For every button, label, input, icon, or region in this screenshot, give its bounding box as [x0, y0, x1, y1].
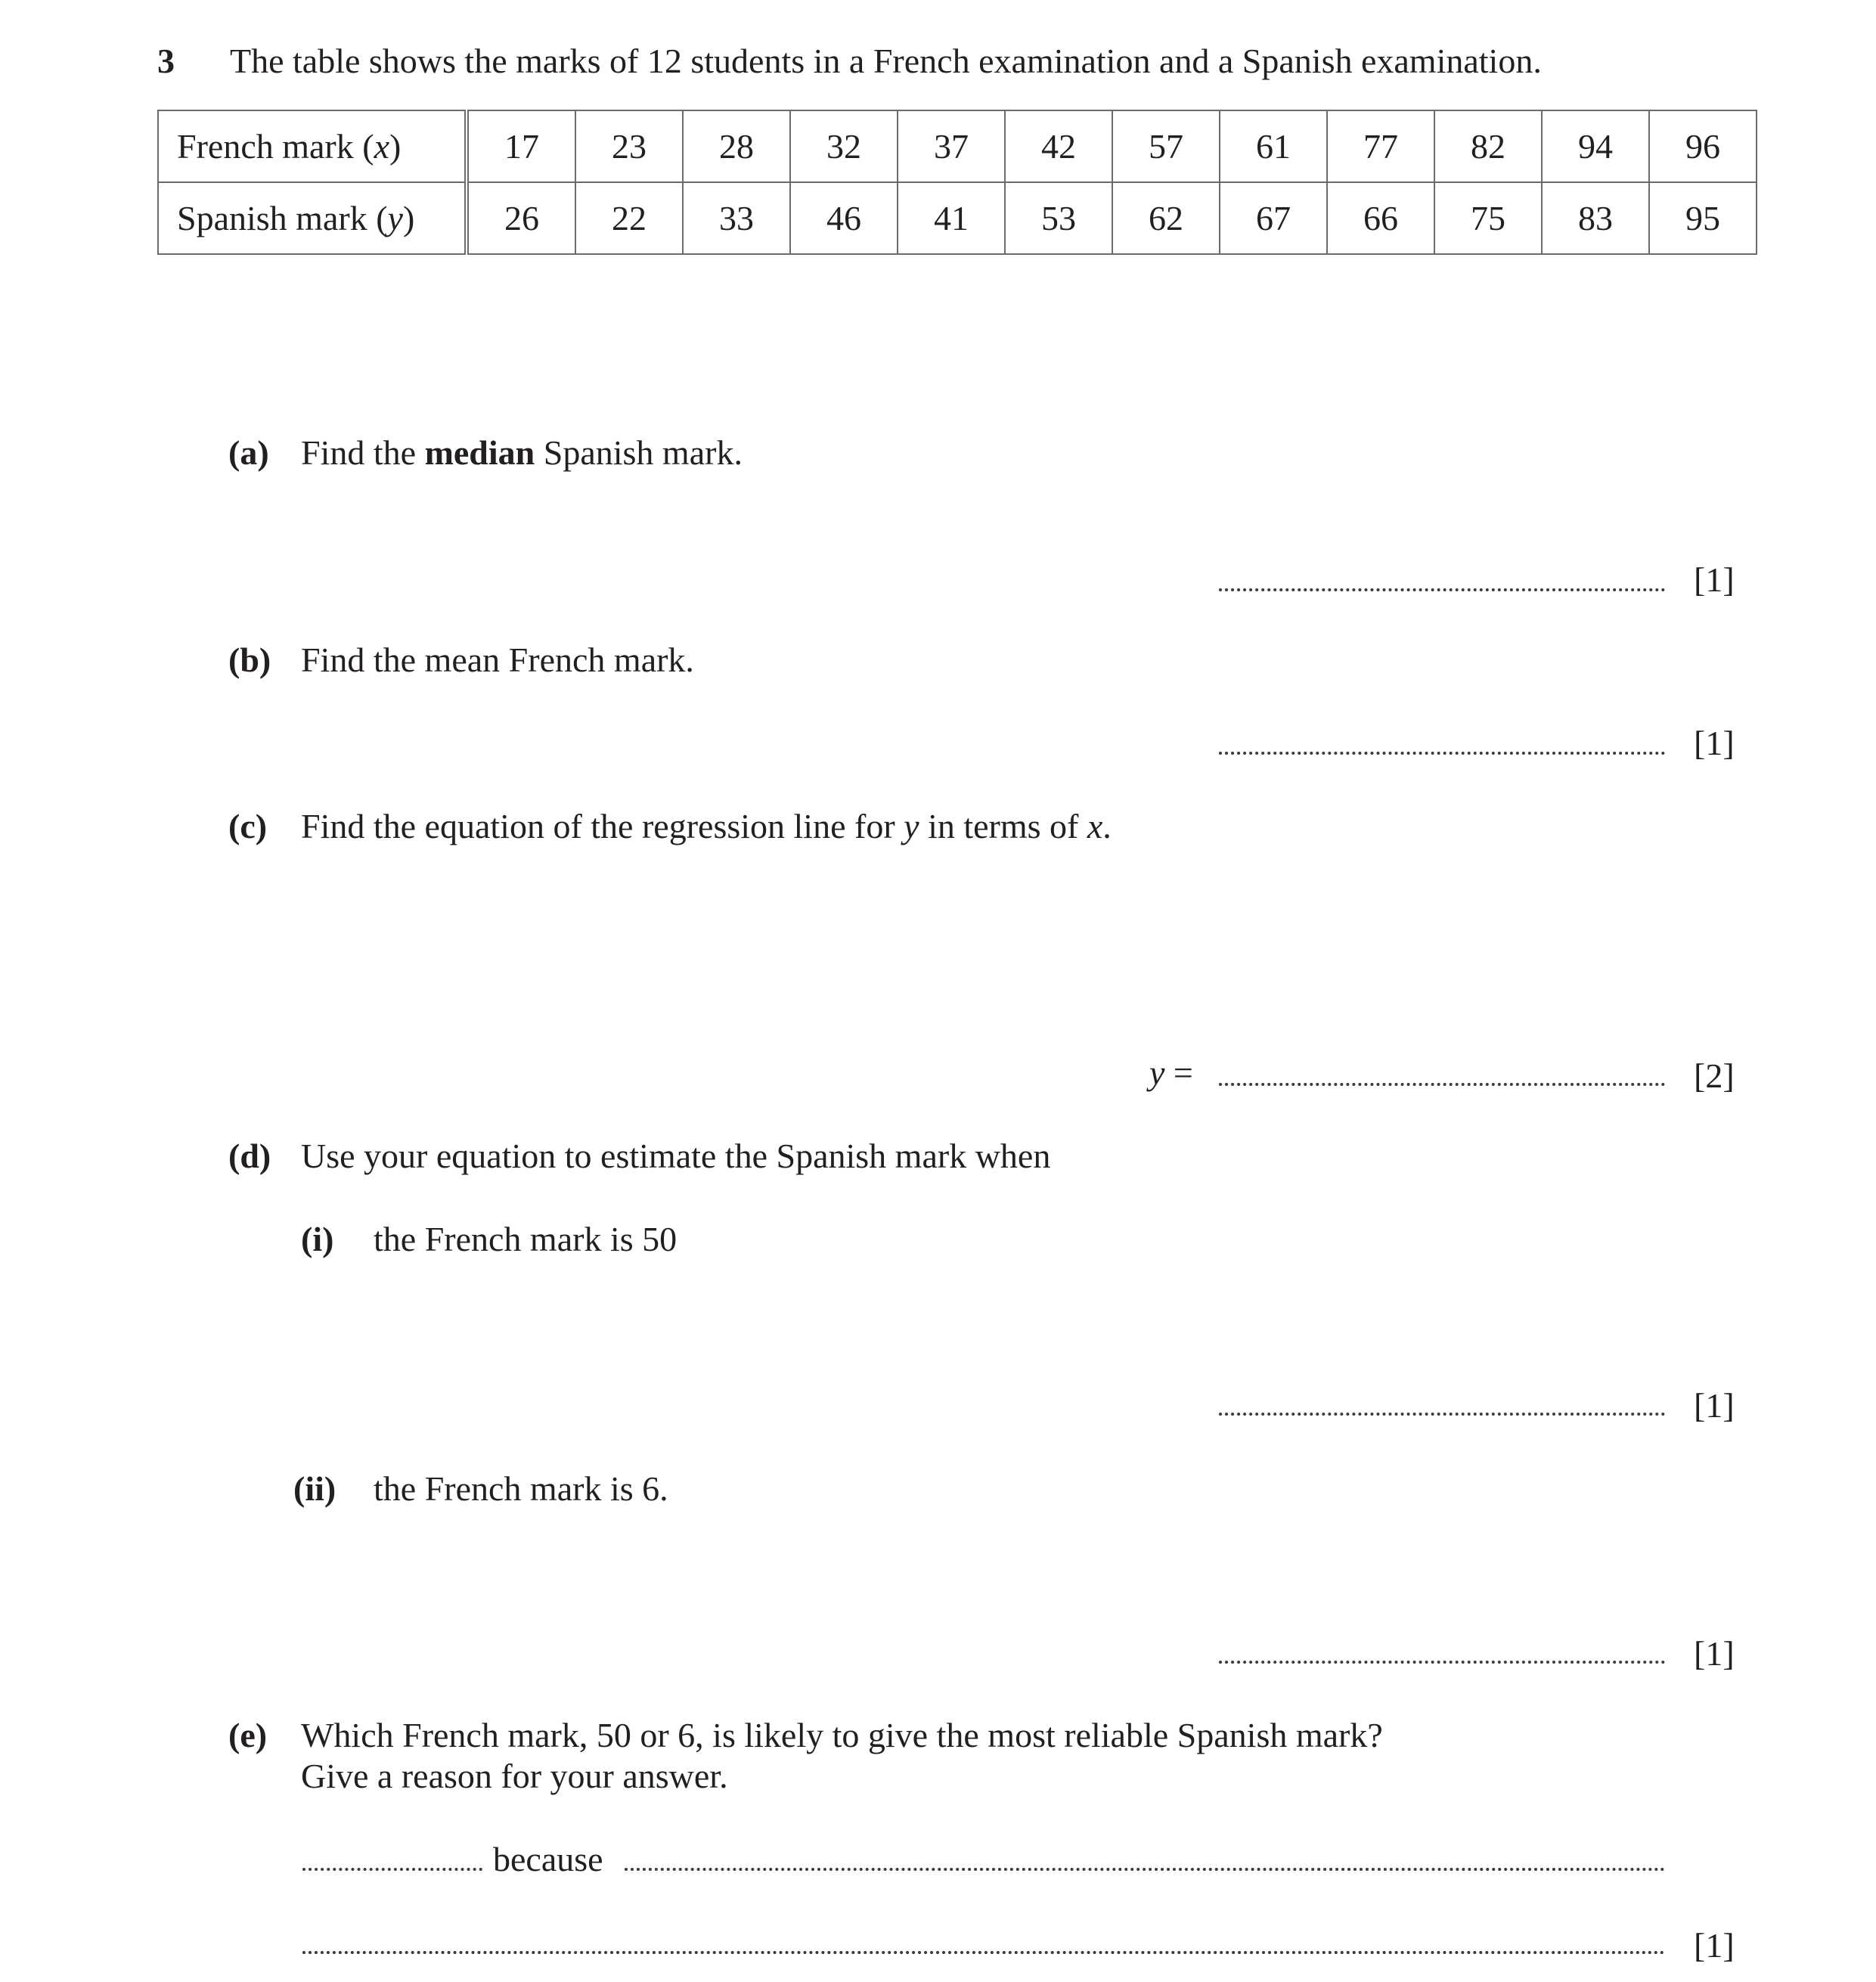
table-cell: 41 — [898, 182, 1005, 254]
part-e-question-line2: Give a reason for your answer. — [301, 1757, 728, 1795]
table-cell: 62 — [1112, 182, 1220, 254]
table-cell: 82 — [1434, 110, 1542, 182]
part-d-label: (d) — [228, 1137, 271, 1175]
part-c-answer-line[interactable] — [1219, 1083, 1665, 1086]
table-cell: 94 — [1542, 110, 1649, 182]
part-e-choice-line[interactable] — [302, 1868, 482, 1871]
part-e-label: (e) — [228, 1716, 268, 1754]
table-cell: 75 — [1434, 182, 1542, 254]
part-d-ii-marks: [1] — [1694, 1634, 1735, 1673]
spanish-header: Spanish mark (y) — [158, 182, 467, 254]
part-b-question: Find the mean French mark. — [301, 641, 694, 679]
table-cell: 61 — [1220, 110, 1327, 182]
part-c-label: (c) — [228, 807, 268, 845]
part-d-ii-question: the French mark is 6. — [374, 1469, 668, 1508]
table-cell: 22 — [575, 182, 683, 254]
part-c-question: Find the equation of the regression line for y in terms of x. — [301, 807, 1112, 845]
table-cell: 67 — [1220, 182, 1327, 254]
part-d-i-answer-line[interactable] — [1219, 1413, 1665, 1416]
part-b-answer-line[interactable] — [1219, 752, 1665, 755]
part-a-marks: [1] — [1694, 560, 1735, 599]
part-e-reason-line-2[interactable] — [302, 1951, 1665, 1954]
question-number: 3 — [157, 42, 175, 80]
table-cell: 28 — [683, 110, 790, 182]
marks-table — [157, 110, 1757, 255]
part-e-question-line1: Which French mark, 50 or 6, is likely to give the most reliable Spanish mark? — [301, 1716, 1383, 1754]
part-b-marks: [1] — [1694, 724, 1735, 762]
table-cell: 66 — [1327, 182, 1434, 254]
french-row — [158, 110, 1757, 182]
part-a-label: (a) — [228, 433, 269, 472]
part-a-question: Find the median Spanish mark. — [301, 433, 743, 472]
table-cell: 83 — [1542, 182, 1649, 254]
part-e-because: because — [493, 1840, 603, 1878]
part-e-reason-line-1[interactable] — [625, 1868, 1665, 1871]
part-b-label: (b) — [228, 641, 271, 679]
part-e-marks: [1] — [1694, 1926, 1735, 1965]
table-cell: 42 — [1005, 110, 1112, 182]
table-cell: 32 — [790, 110, 898, 182]
part-d-i-marks: [1] — [1694, 1386, 1735, 1425]
question-intro: The table shows the marks of 12 students in a French examination and a Spanish examination. — [230, 42, 1542, 80]
spanish-row — [158, 182, 1757, 254]
part-d-i-label: (i) — [301, 1220, 334, 1258]
part-c-answer-prefix: y = — [1149, 1053, 1193, 1092]
part-d-question: Use your equation to estimate the Spanish mark when — [301, 1137, 1051, 1175]
table-cell: 77 — [1327, 110, 1434, 182]
french-header: French mark (x) — [158, 110, 467, 182]
part-d-ii-answer-line[interactable] — [1219, 1661, 1665, 1664]
table-cell: 53 — [1005, 182, 1112, 254]
table-cell: 46 — [790, 182, 898, 254]
table-cell: 95 — [1649, 182, 1757, 254]
table-cell: 96 — [1649, 110, 1757, 182]
table-cell: 26 — [467, 182, 575, 254]
part-a-answer-line[interactable] — [1219, 588, 1665, 591]
table-cell: 37 — [898, 110, 1005, 182]
part-d-i-question: the French mark is 50 — [374, 1220, 678, 1258]
table-cell: 23 — [575, 110, 683, 182]
table-cell: 17 — [467, 110, 575, 182]
table-cell: 33 — [683, 182, 790, 254]
part-d-ii-label: (ii) — [293, 1469, 336, 1508]
table-cell: 57 — [1112, 110, 1220, 182]
part-c-marks: [2] — [1694, 1056, 1735, 1095]
